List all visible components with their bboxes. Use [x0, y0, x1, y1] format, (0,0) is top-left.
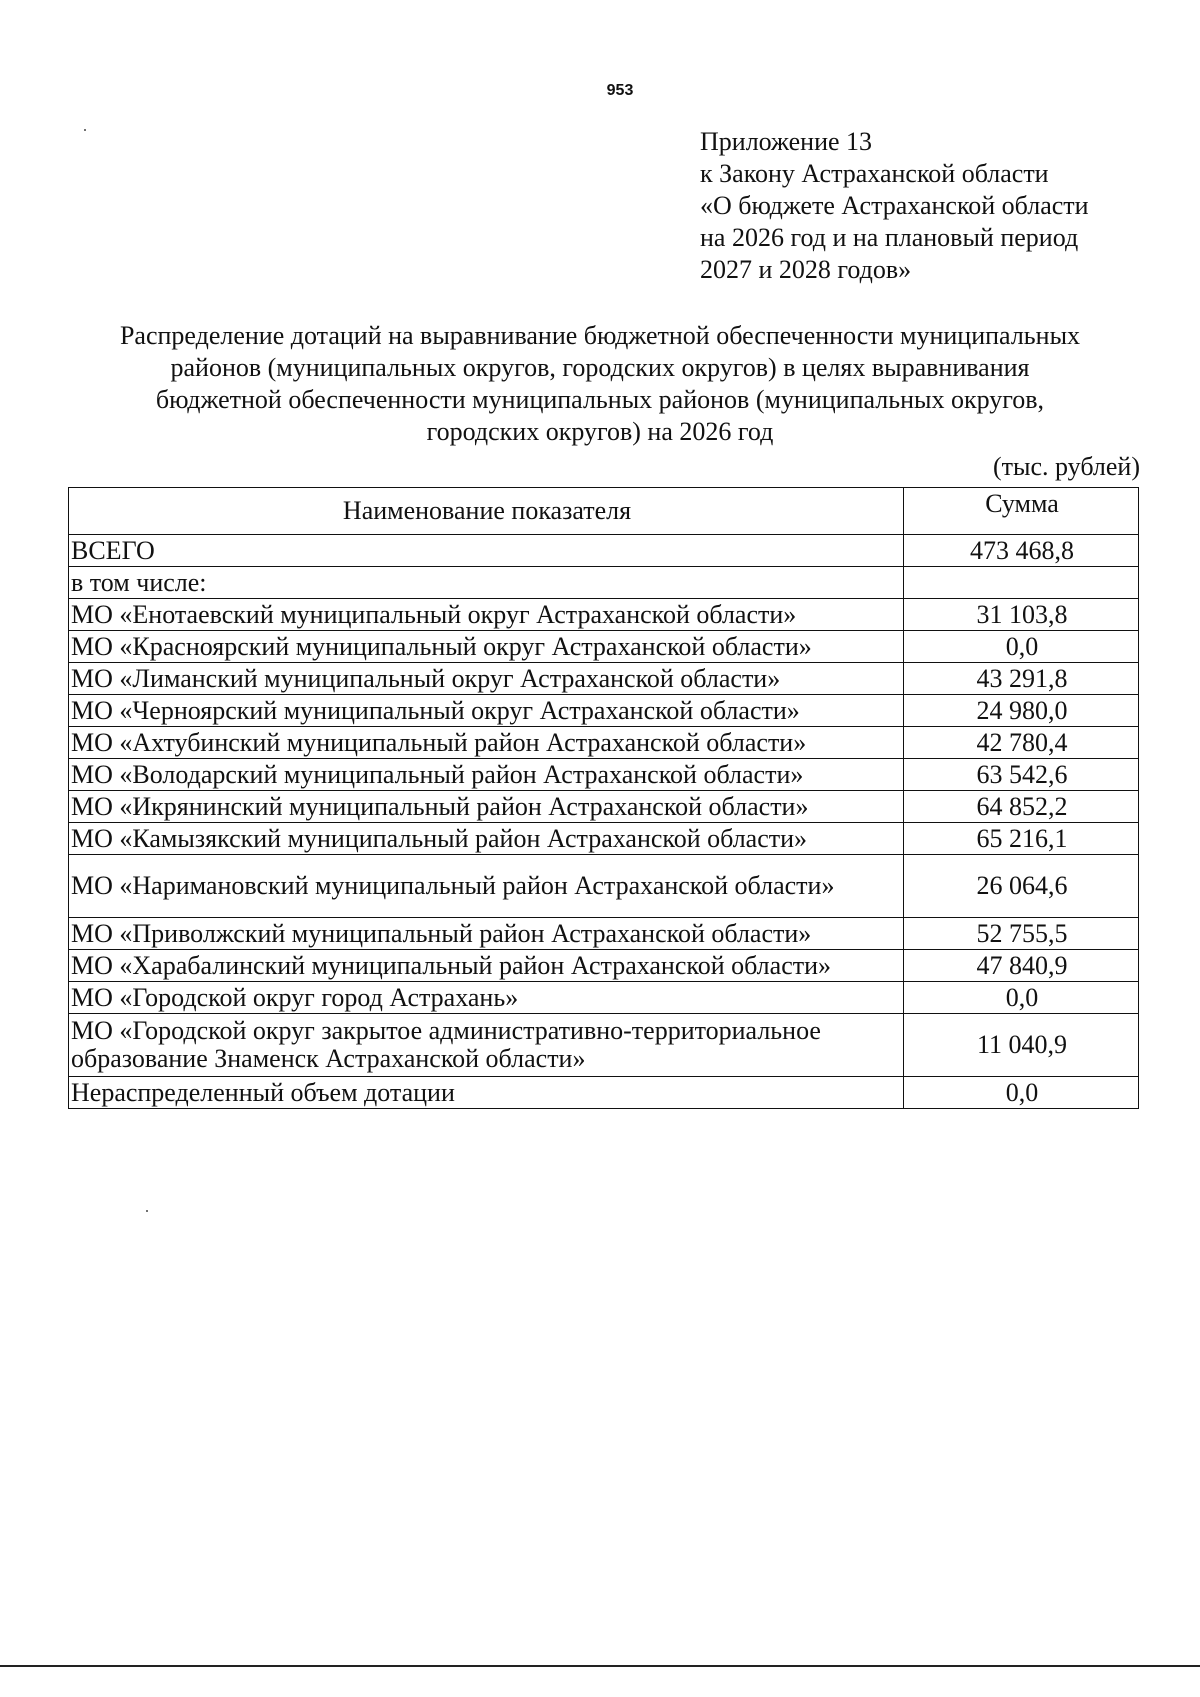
row-name: Нераспределенный объем дотации: [69, 1077, 904, 1109]
appendix-line: к Закону Астраханской области: [700, 159, 1049, 188]
row-name: МО «Ахтубинский муниципальный район Астраханской области»: [69, 727, 904, 759]
row-name: МО «Лиманский муниципальный округ Астраханской области»: [69, 663, 904, 695]
row-sum: 63 542,6: [904, 759, 1139, 791]
row-sum: 64 852,2: [904, 791, 1139, 823]
row-sum: [904, 567, 1139, 599]
table-row: [69, 791, 1139, 823]
row-sum: 31 103,8: [904, 599, 1139, 631]
row-sum: 0,0: [904, 631, 1139, 663]
row-sum: 473 468,8: [904, 535, 1139, 567]
units-label: (тыс. рублей): [992, 452, 1140, 481]
row-name: МО «Володарский муниципальный район Астраханской области»: [69, 759, 904, 791]
row-name: ВСЕГО: [69, 535, 904, 567]
table-row: [69, 1077, 1139, 1109]
row-name: МО «Красноярский муниципальный округ Астраханской области»: [69, 631, 904, 663]
row-name: МО «Городской округ закрытое административно-территориальное образование Знаменск Астраханской области»: [69, 1014, 904, 1077]
table-row: [69, 727, 1139, 759]
table-row: [69, 950, 1139, 982]
title-line: районов (муниципальных округов, городских округов) в целях выравнивания: [170, 353, 1030, 382]
row-name: МО «Икрянинский муниципальный район Астраханской области»: [69, 791, 904, 823]
table-row: [69, 823, 1139, 855]
row-name: МО «Енотаевский муниципальный округ Астраханской области»: [69, 599, 904, 631]
row-sum: 47 840,9: [904, 950, 1139, 982]
row-sum: 11 040,9: [904, 1014, 1139, 1077]
appendix-line: Приложение 13: [700, 127, 873, 156]
table-row: [69, 695, 1139, 727]
scan-speck: [84, 129, 86, 131]
appendix-line: на 2026 год и на плановый период: [700, 223, 1079, 252]
table-row: [69, 1014, 1139, 1077]
appendix-line: «О бюджете Астраханской области: [700, 191, 1089, 220]
distribution-table: [68, 487, 1139, 1109]
row-name: МО «Черноярский муниципальный округ Астраханской области»: [69, 695, 904, 727]
page-number: 953: [606, 82, 634, 99]
column-header-name: Наименование показателя: [69, 488, 904, 535]
row-name: в том числе:: [69, 567, 904, 599]
title-line: бюджетной обеспеченности муниципальных районов (муниципальных округов,: [155, 385, 1045, 414]
table-row: [69, 567, 1139, 599]
table-row: [69, 759, 1139, 791]
row-name: МО «Харабалинский муниципальный район Астраханской области»: [69, 950, 904, 982]
appendix-line: 2027 и 2028 годов»: [700, 255, 912, 284]
row-name: МО «Приволжский муниципальный район Астраханской области»: [69, 918, 904, 950]
table-row: [69, 631, 1139, 663]
row-name: МО «Городской округ город Астрахань»: [69, 982, 904, 1014]
document-title: [70, 320, 1130, 448]
table-row: [69, 599, 1139, 631]
row-sum: 24 980,0: [904, 695, 1139, 727]
table-row: [69, 982, 1139, 1014]
title-line: Распределение дотаций на выравнивание бюджетной обеспеченности муниципальных: [119, 321, 1081, 350]
bottom-rule: [0, 1665, 1200, 1667]
table-row: [69, 855, 1139, 918]
row-name: МО «Камызякский муниципальный район Астраханской области»: [69, 823, 904, 855]
column-header-sum: Сумма: [904, 488, 1139, 535]
row-sum: 43 291,8: [904, 663, 1139, 695]
scan-speck: [146, 1210, 148, 1212]
row-name: МО «Наримановский муниципальный район Астраханской области»: [69, 855, 904, 918]
row-sum: 42 780,4: [904, 727, 1139, 759]
row-sum: 65 216,1: [904, 823, 1139, 855]
table-row: [69, 918, 1139, 950]
row-sum: 0,0: [904, 982, 1139, 1014]
row-sum: 0,0: [904, 1077, 1139, 1109]
table-header-row: [69, 488, 1139, 535]
row-sum: 52 755,5: [904, 918, 1139, 950]
appendix-reference: [700, 126, 1089, 286]
row-sum: 26 064,6: [904, 855, 1139, 918]
title-line: городских округов) на 2026 год: [426, 417, 774, 446]
table-row: [69, 535, 1139, 567]
table-row: [69, 663, 1139, 695]
